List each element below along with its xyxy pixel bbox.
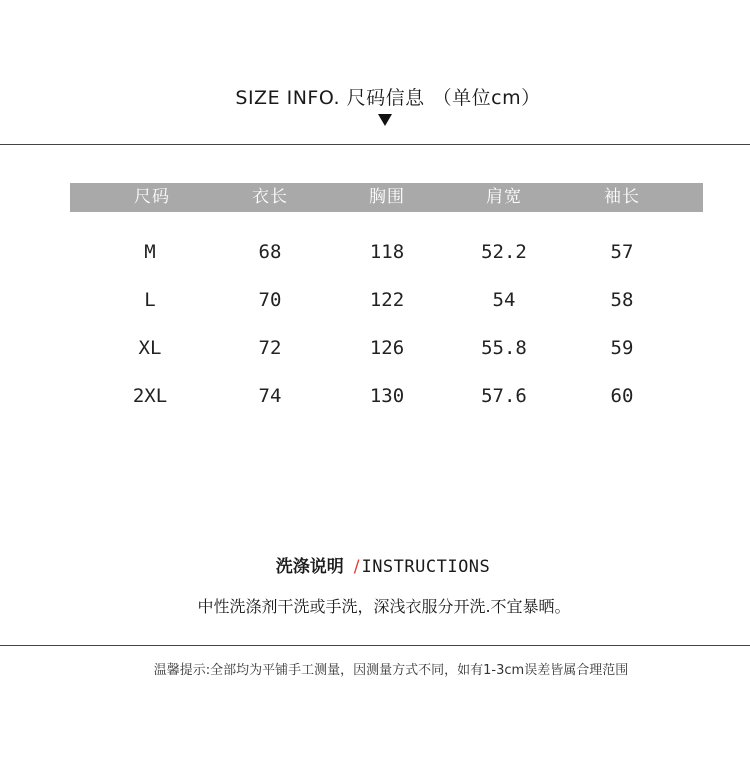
header-size: 尺码	[134, 187, 170, 207]
header-bust: 胸围	[369, 187, 405, 207]
cell-bust: 118	[369, 241, 405, 263]
size-info-title-main: SIZE INFO. 尺码信息	[235, 87, 425, 109]
cell-size: M	[144, 241, 156, 263]
cell-shoulder: 52.2	[481, 241, 527, 263]
cell-sleeve: 60	[610, 385, 634, 407]
table-row	[0, 289, 750, 319]
cell-length: 72	[258, 337, 282, 359]
down-arrow-icon	[378, 114, 392, 126]
cell-shoulder: 54	[492, 289, 516, 311]
table-row	[0, 337, 750, 367]
cell-bust: 130	[369, 385, 405, 407]
bottom-divider	[0, 645, 750, 646]
header-shoulder: 肩宽	[486, 187, 522, 207]
size-info-title	[0, 83, 750, 110]
accent-slash: /	[353, 557, 360, 577]
table-row	[0, 241, 750, 271]
top-divider	[0, 144, 750, 145]
header-sleeve: 袖长	[604, 187, 640, 207]
measurement-note: 温馨提示:全部均为平铺手工测量，因测量方式不同，如有1-3cm误差皆属合理范围	[153, 663, 629, 678]
cell-length: 68	[258, 241, 282, 263]
table-row	[0, 385, 750, 415]
washing-title-en: INSTRUCTIONS	[361, 557, 491, 577]
cell-sleeve: 58	[610, 289, 634, 311]
washing-instructions-heading	[0, 552, 750, 577]
cell-length: 70	[258, 289, 282, 311]
cell-size: 2XL	[132, 385, 168, 407]
cell-shoulder: 57.6	[481, 385, 527, 407]
washing-instructions-text: 中性洗涤剂干洗或手洗，深浅衣服分开洗.不宜暴晒。	[197, 597, 571, 616]
cell-size: L	[144, 289, 156, 311]
size-info-unit: （单位cm）	[432, 87, 541, 109]
washing-title-cn: 洗涤说明	[275, 557, 344, 577]
cell-shoulder: 55.8	[481, 337, 527, 359]
cell-length: 74	[258, 385, 282, 407]
cell-bust: 126	[369, 337, 405, 359]
header-length: 衣长	[252, 187, 288, 207]
cell-size: XL	[138, 337, 162, 359]
cell-bust: 122	[369, 289, 405, 311]
size-table-header	[70, 183, 703, 212]
cell-sleeve: 59	[610, 337, 634, 359]
cell-sleeve: 57	[610, 241, 634, 263]
